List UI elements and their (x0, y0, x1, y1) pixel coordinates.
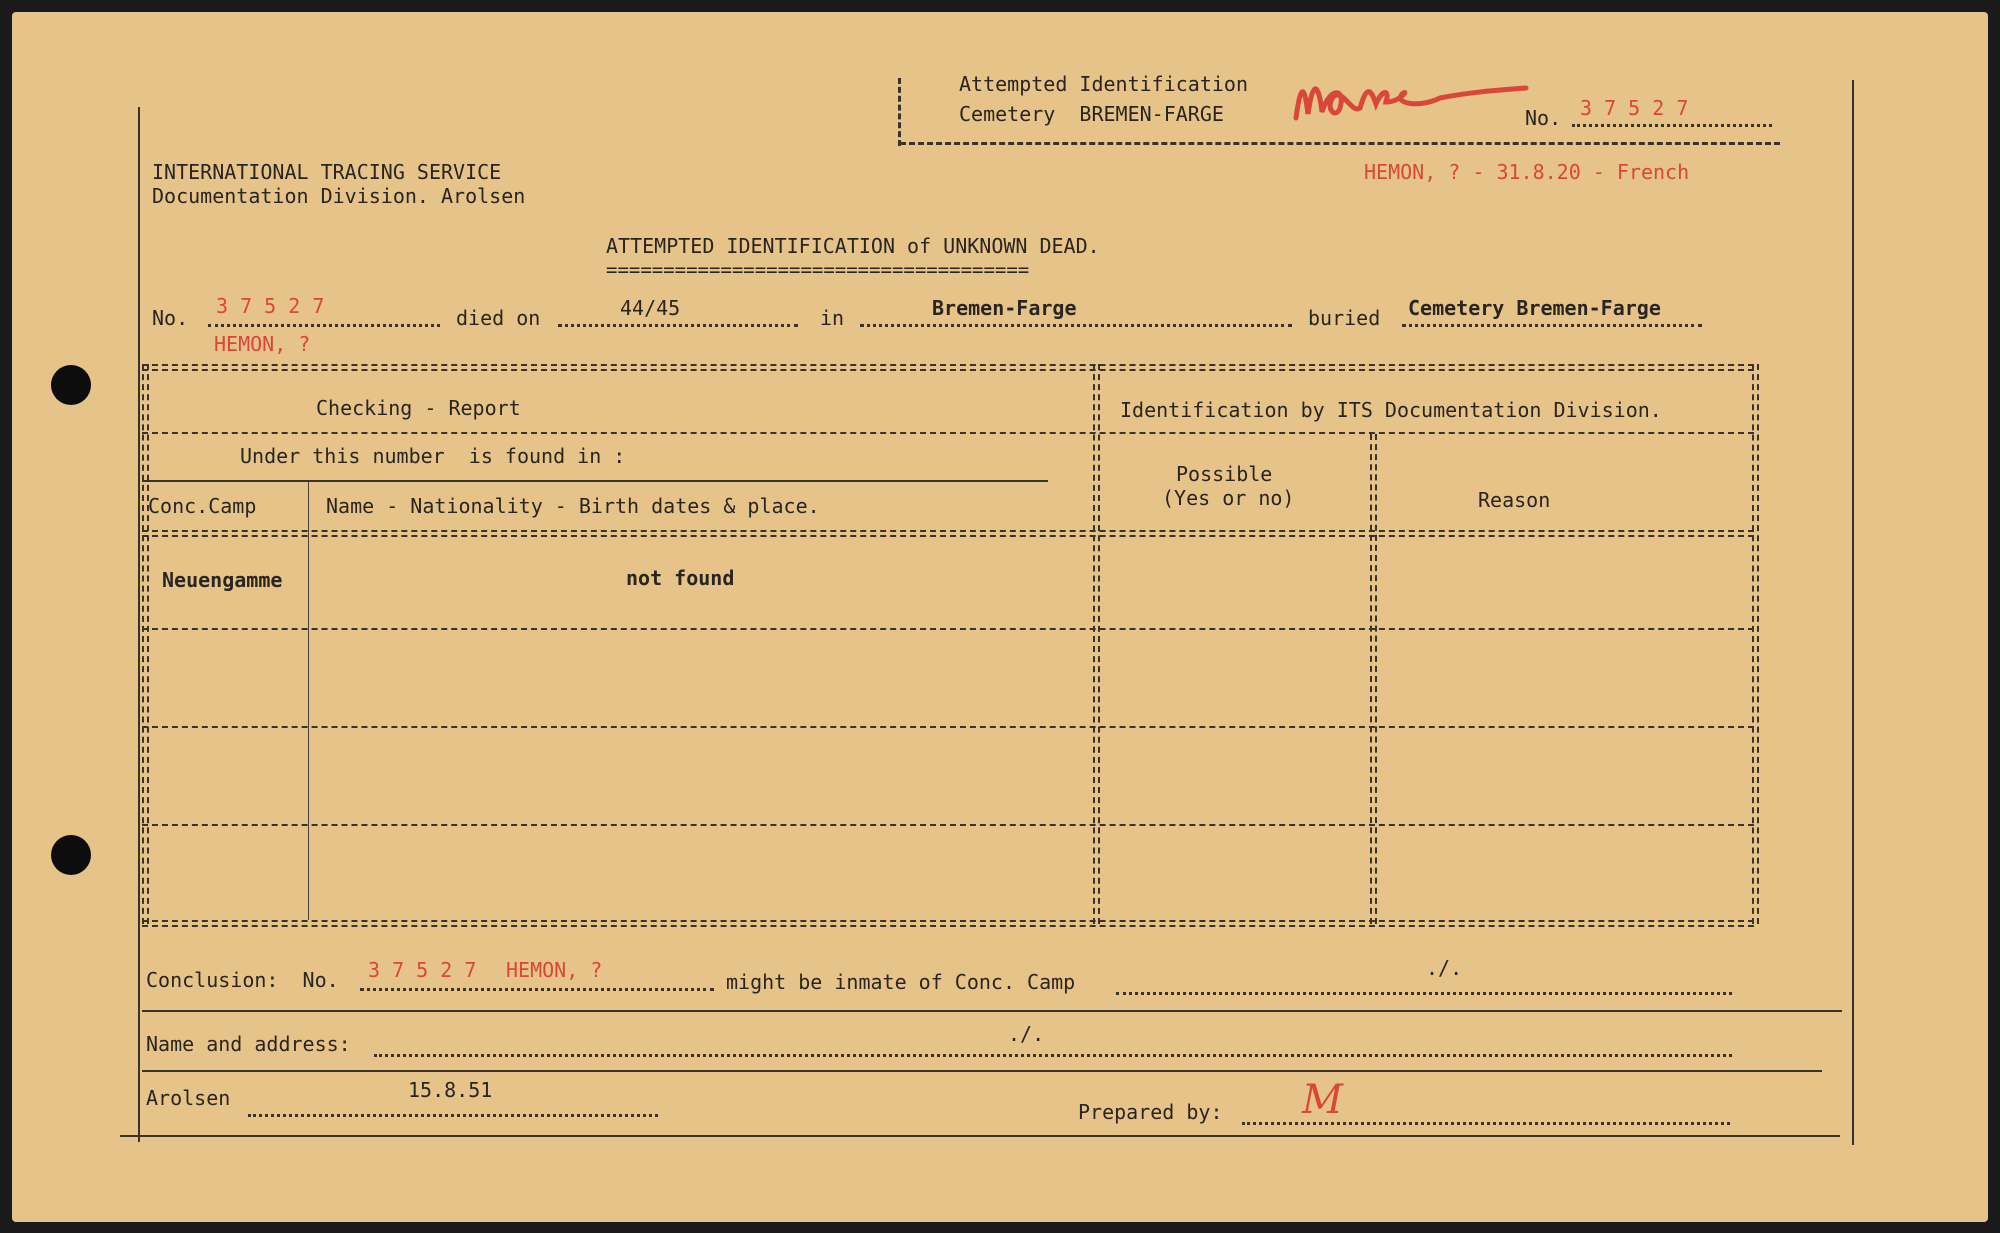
conclusion-camp-dots (1116, 992, 1732, 995)
table-left-border (142, 364, 149, 924)
punch-hole-bottom (51, 835, 91, 875)
row1-name-cell: not found (626, 566, 735, 590)
top-box-no-label: No. (1525, 106, 1562, 130)
conclusion-red-name: HEMON, ? (506, 958, 603, 982)
record-buried-value: Cemetery Bremen-Farge (1408, 296, 1661, 320)
document-title-underline: ===================================== (606, 259, 1030, 281)
table-camp-col-line (308, 482, 309, 920)
table-possible-col-line (1370, 434, 1377, 924)
top-box-left-line (898, 78, 901, 146)
table-right-border (1752, 364, 1759, 924)
top-box-no-dots (1572, 124, 1772, 127)
record-no-dots (208, 324, 440, 327)
top-box-cemetery: Cemetery BREMEN-FARGE (959, 102, 1224, 126)
name-col-header: Name - Nationality - Birth dates & place. (326, 494, 820, 518)
name-address-value: ./. (1008, 1022, 1045, 1046)
top-box-title: Attempted Identification (959, 72, 1248, 96)
row1-camp-cell: Neuengamme (162, 568, 283, 592)
arolsen-label: Arolsen (146, 1086, 231, 1110)
table-bottom-border (142, 920, 1754, 927)
record-died-label: died on (456, 306, 541, 330)
conc-camp-col-header: Conc.Camp (148, 494, 257, 518)
possible-subheading: (Yes or no) (1162, 486, 1295, 510)
record-red-name: HEMON, ? (214, 332, 311, 356)
record-died-value: 44/45 (620, 296, 681, 320)
punch-hole-top (51, 365, 91, 405)
arolsen-dots (248, 1114, 658, 1117)
conclusion-camp-value: ./. (1426, 956, 1463, 980)
conclusion-label: Conclusion: No. (146, 968, 339, 992)
conclusion-middle-text: might be inmate of Conc. Camp (726, 970, 1076, 994)
conclusion-no-dots (360, 988, 714, 991)
top-box-no-value: 3 7 5 2 7 (1580, 96, 1689, 120)
table-row1-sep (142, 628, 1754, 630)
top-box-bottom-line (900, 142, 1780, 145)
table-columns-sep (142, 530, 1754, 537)
record-no-value: 3 7 5 2 7 (216, 294, 325, 318)
table-header-sep (142, 432, 1754, 434)
frame-left-line (138, 107, 140, 1142)
name-address-label: Name and address: (146, 1032, 351, 1056)
org-division: Documentation Division. Arolsen (152, 184, 526, 208)
conclusion-underline (142, 1010, 1842, 1012)
table-subheader-sep (142, 480, 1048, 482)
table-row2-sep (142, 726, 1754, 728)
arolsen-date: 15.8.51 (408, 1078, 493, 1102)
record-died-dots (558, 324, 798, 327)
conclusion-no-value: 3 7 5 2 7 (368, 958, 477, 982)
prepared-by-initial: M (1302, 1077, 1343, 1123)
org-name: INTERNATIONAL TRACING SERVICE (152, 160, 502, 184)
under-number-heading: Under this number is found in : (240, 444, 626, 468)
handwritten-none-stamp (1290, 68, 1530, 128)
record-in-value: Bremen-Farge (932, 296, 1077, 320)
prepared-by-label: Prepared by: (1078, 1100, 1223, 1124)
header-red-name: HEMON, ? - 31.8.20 - French (1364, 160, 1690, 184)
record-buried-label: buried (1308, 306, 1381, 330)
frame-right-line (1852, 80, 1854, 1145)
identification-heading: Identification by ITS Documentation Division. (1120, 398, 1662, 422)
document-title: ATTEMPTED IDENTIFICATION of UNKNOWN DEAD. (606, 234, 1100, 258)
table-row3-sep (142, 824, 1754, 826)
checking-report-heading: Checking - Report (316, 396, 521, 420)
record-no-label: No. (152, 306, 189, 330)
name-address-dots (374, 1054, 1732, 1057)
record-in-dots (860, 324, 1292, 327)
possible-heading: Possible (1176, 462, 1273, 486)
record-buried-dots (1402, 324, 1702, 327)
tracing-card (12, 12, 1988, 1222)
name-address-underline (142, 1070, 1822, 1072)
table-top-border (142, 364, 1754, 371)
frame-bottom-line (120, 1135, 1840, 1137)
record-in-label: in (820, 306, 845, 330)
table-mid-border (1093, 364, 1100, 924)
reason-heading: Reason (1478, 488, 1551, 512)
